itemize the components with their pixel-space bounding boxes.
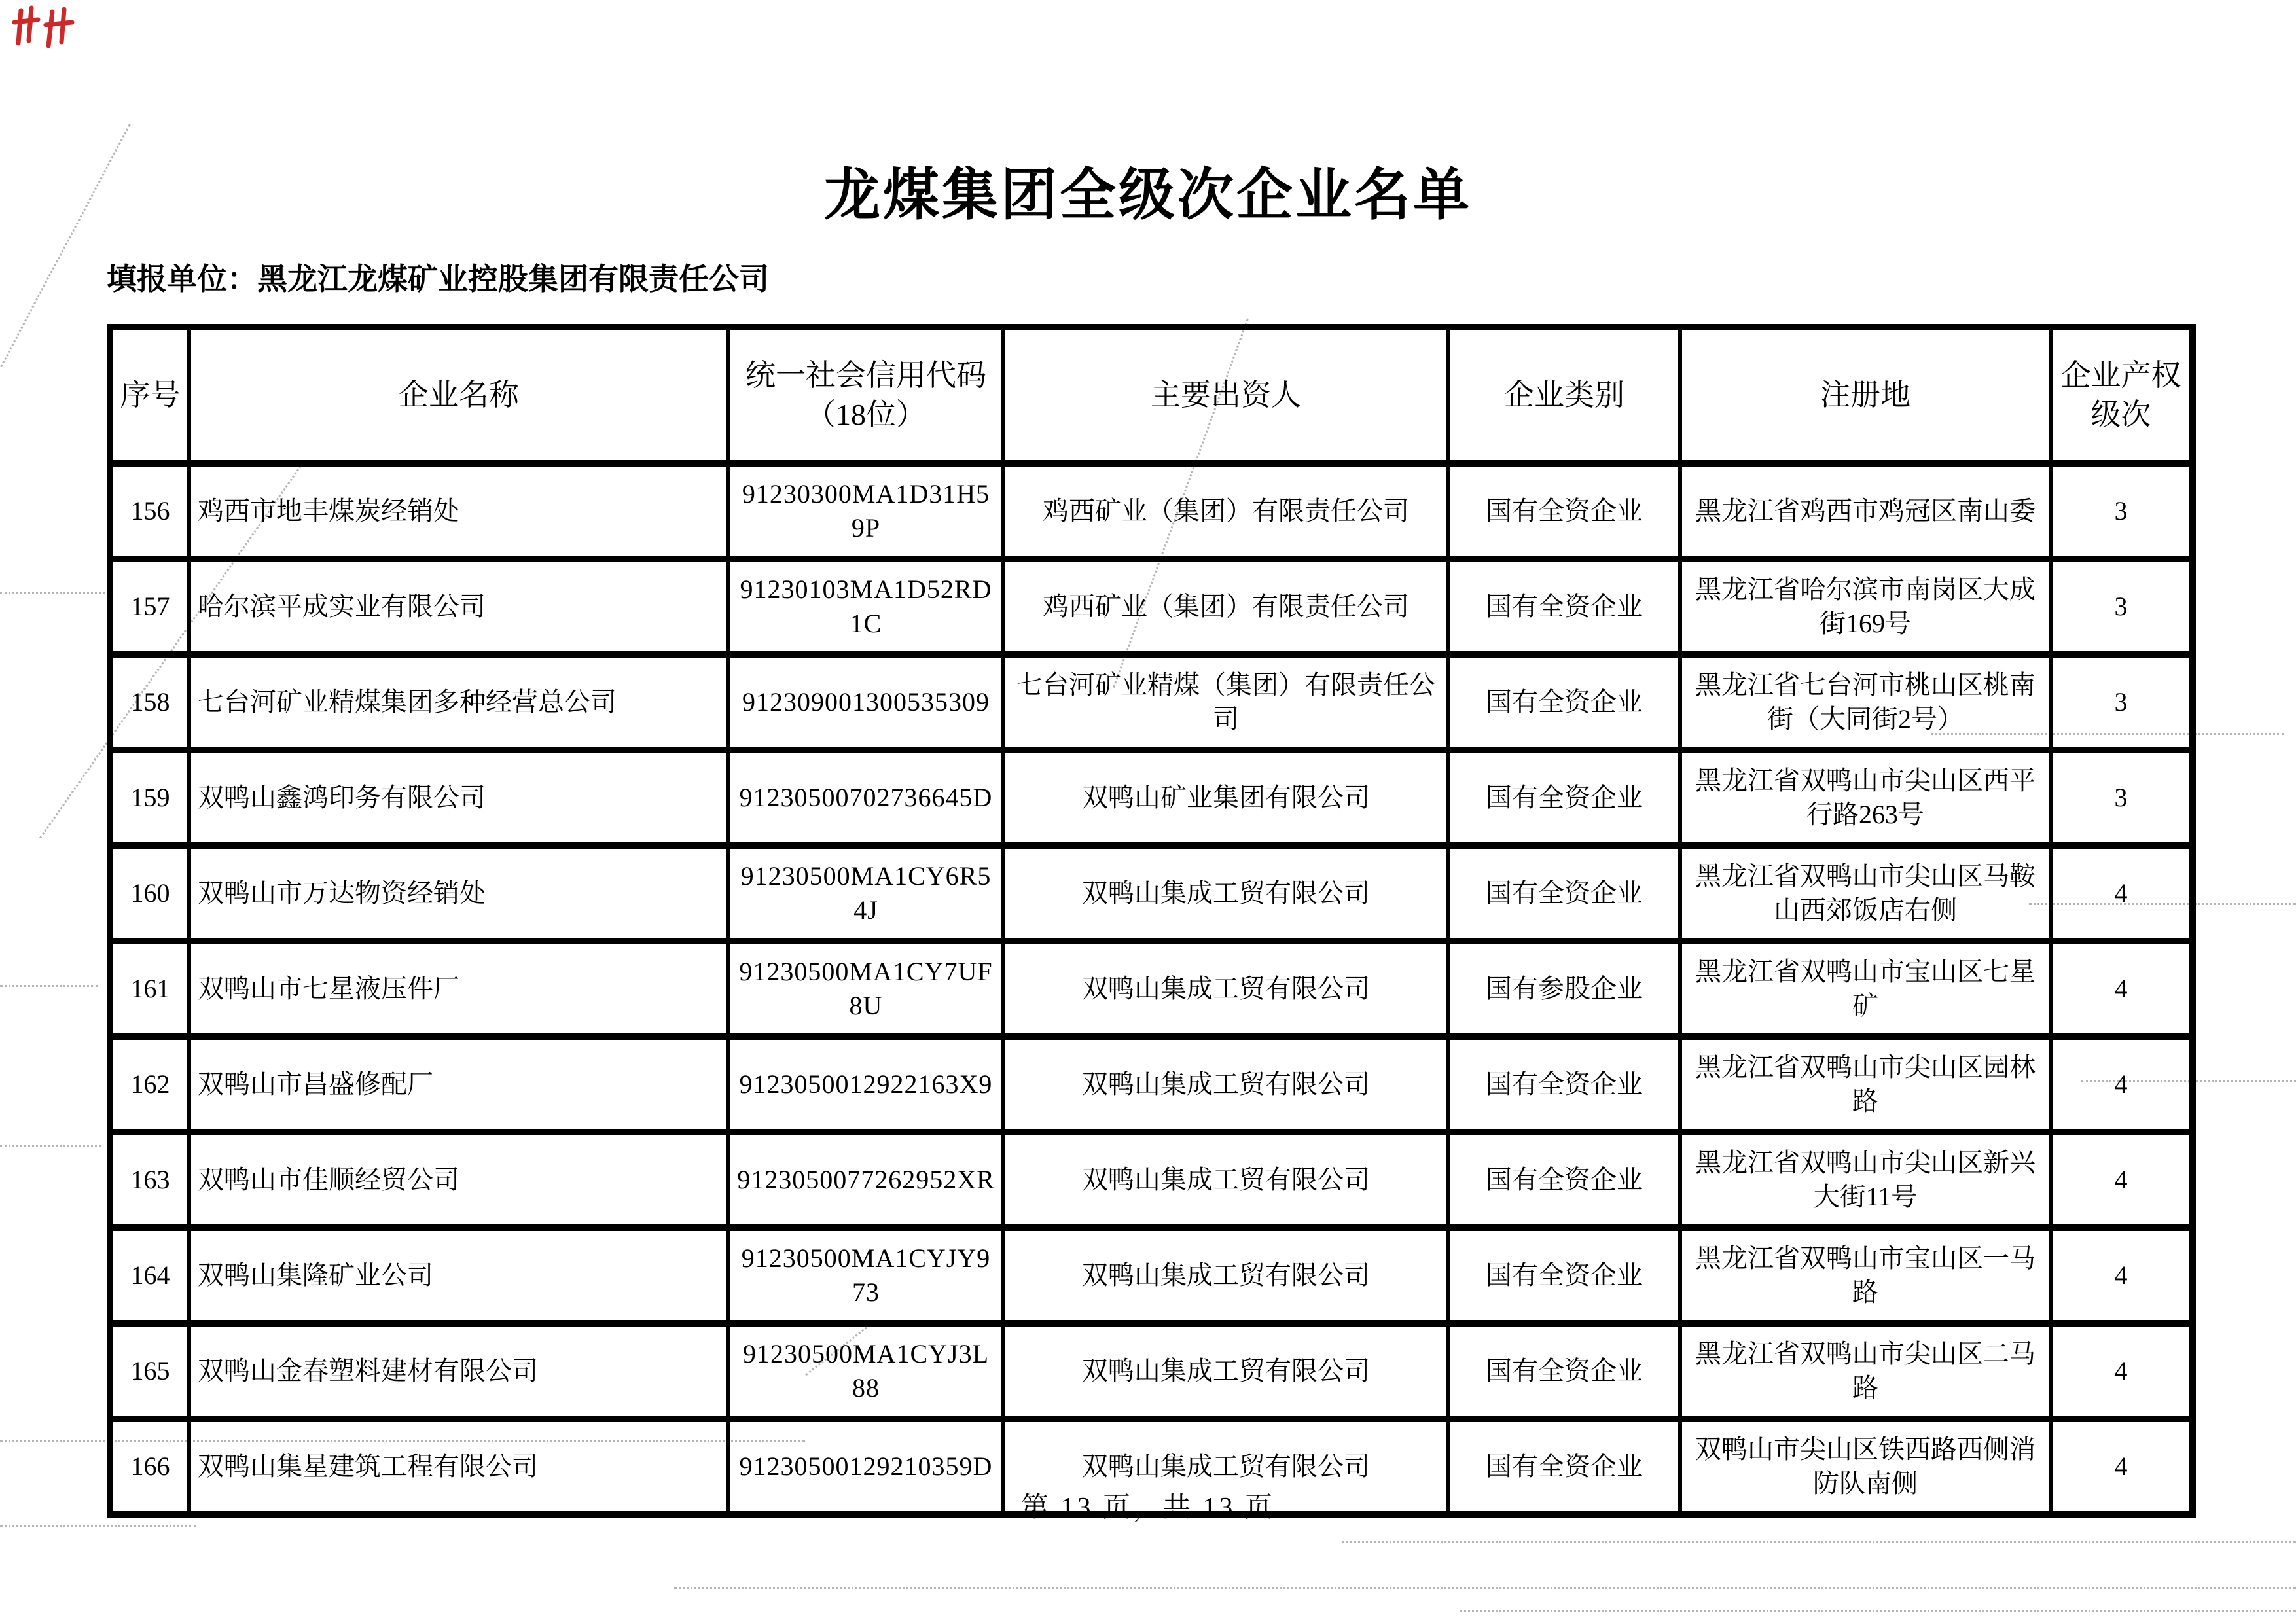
cell-main-funder: 双鸭山集成工贸有限公司	[1003, 941, 1448, 1037]
cell-company-name: 双鸭山市万达物资经销处	[189, 846, 728, 941]
cell-main-funder: 双鸭山集成工贸有限公司	[1003, 1228, 1448, 1323]
cell-enterprise-type: 国有全资企业	[1448, 654, 1680, 750]
cell-serial: 165	[110, 1323, 189, 1419]
cell-main-funder: 双鸭山集成工贸有限公司	[1003, 1419, 1448, 1514]
cell-company-name: 双鸭山集隆矿业公司	[189, 1228, 728, 1323]
cell-serial: 157	[110, 559, 189, 654]
cell-registered-address: 黑龙江省双鸭山市尖山区二马路	[1680, 1323, 2051, 1419]
reporting-unit-label: 填报单位：黑龙江龙煤矿业控股集团有限责任公司	[107, 262, 769, 296]
cell-main-funder: 双鸭山矿业集团有限公司	[1003, 750, 1448, 846]
cell-credit-code: 91230300MA1D31H59P	[728, 463, 1003, 559]
cell-equity-level: 4	[2051, 1037, 2193, 1132]
cell-serial: 166	[110, 1419, 189, 1514]
scan-artifact-line	[0, 592, 105, 594]
cell-registered-address: 黑龙江省双鸭山市尖山区马鞍山西郊饭店右侧	[1680, 846, 2051, 941]
cell-registered-address: 黑龙江省七台河市桃山区桃南街（大同街2号）	[1680, 654, 2051, 750]
cell-main-funder: 双鸭山集成工贸有限公司	[1003, 1037, 1448, 1132]
cell-credit-code: 9123050012922163X9	[728, 1037, 1003, 1132]
table-row	[110, 941, 2193, 1037]
header-serial: 序号	[110, 327, 189, 463]
scan-artifact-line	[674, 1587, 2296, 1589]
cell-enterprise-type: 国有全资企业	[1448, 559, 1680, 654]
cell-registered-address: 黑龙江省双鸭山市尖山区新兴大街11号	[1680, 1132, 2051, 1228]
cell-enterprise-type: 国有全资企业	[1448, 1323, 1680, 1419]
cell-company-name: 七台河矿业精煤集团多种经营总公司	[189, 654, 728, 750]
cell-credit-code: 912309001300535309	[728, 654, 1003, 750]
cell-enterprise-type: 国有全资企业	[1448, 750, 1680, 846]
table-row	[110, 846, 2193, 941]
cell-credit-code: 91230500129210359D	[728, 1419, 1003, 1514]
cell-equity-level: 3	[2051, 654, 2193, 750]
table-row	[110, 1228, 2193, 1323]
cell-registered-address: 黑龙江省双鸭山市宝山区七星矿	[1680, 941, 2051, 1037]
cell-enterprise-type: 国有全资企业	[1448, 846, 1680, 941]
cell-serial: 159	[110, 750, 189, 846]
cell-credit-code: 9123050077262952XR	[728, 1132, 1003, 1228]
cell-serial: 160	[110, 846, 189, 941]
header-equity-level: 企业产权级次	[2051, 327, 2193, 463]
cell-registered-address: 黑龙江省哈尔滨市南岗区大成街169号	[1680, 559, 2051, 654]
cell-company-name: 双鸭山金春塑料建材有限公司	[189, 1323, 728, 1419]
cell-credit-code: 91230500MA1CY6R54J	[728, 846, 1003, 941]
header-main-funder: 主要出资人	[1003, 327, 1448, 463]
cell-serial: 161	[110, 941, 189, 1037]
scan-artifact-line	[1460, 1610, 2296, 1612]
table-row	[110, 559, 2193, 654]
cell-registered-address: 双鸭山市尖山区铁西路西侧消防队南侧	[1680, 1419, 2051, 1514]
cell-credit-code: 91230500MA1CYJY973	[728, 1228, 1003, 1323]
cell-company-name: 双鸭山市佳顺经贸公司	[189, 1132, 728, 1228]
cell-registered-address: 黑龙江省双鸭山市尖山区园林路	[1680, 1037, 2051, 1132]
cell-credit-code: 91230103MA1D52RD1C	[728, 559, 1003, 654]
cell-credit-code: 91230500702736645D	[728, 750, 1003, 846]
cell-enterprise-type: 国有全资企业	[1448, 1132, 1680, 1228]
table-row	[110, 654, 2193, 750]
scan-artifact-line	[1342, 1541, 2296, 1543]
cell-registered-address: 黑龙江省鸡西市鸡冠区南山委	[1680, 463, 2051, 559]
cell-registered-address: 黑龙江省双鸭山市尖山区西平行路263号	[1680, 750, 2051, 846]
table-header-row	[110, 327, 2193, 463]
cell-company-name: 双鸭山市七星液压件厂	[189, 941, 728, 1037]
cell-main-funder: 双鸭山集成工贸有限公司	[1003, 846, 1448, 941]
table-row	[110, 1037, 2193, 1132]
cell-enterprise-type: 国有全资企业	[1448, 1419, 1680, 1514]
cell-company-name: 哈尔滨平成实业有限公司	[189, 559, 728, 654]
scan-artifact-line	[0, 1525, 196, 1527]
cell-serial: 158	[110, 654, 189, 750]
cell-registered-address: 黑龙江省双鸭山市宝山区一马路	[1680, 1228, 2051, 1323]
cell-serial: 163	[110, 1132, 189, 1228]
cell-equity-level: 3	[2051, 559, 2193, 654]
cell-equity-level: 4	[2051, 846, 2193, 941]
enterprise-table	[107, 324, 2196, 1518]
cell-enterprise-type: 国有全资企业	[1448, 463, 1680, 559]
cell-equity-level: 4	[2051, 1228, 2193, 1323]
cell-equity-level: 4	[2051, 941, 2193, 1037]
table-row	[110, 463, 2193, 559]
table-row	[110, 1132, 2193, 1228]
cell-company-name: 双鸭山鑫鸿印务有限公司	[189, 750, 728, 846]
page-number-footer: 第 13 页，共 13 页	[1020, 1493, 1275, 1523]
cell-serial: 164	[110, 1228, 189, 1323]
cell-company-name: 双鸭山集星建筑工程有限公司	[189, 1419, 728, 1514]
cell-equity-level: 4	[2051, 1323, 2193, 1419]
cell-serial: 156	[110, 463, 189, 559]
header-enterprise-type: 企业类别	[1448, 327, 1680, 463]
header-registered-address: 注册地	[1680, 327, 2051, 463]
table-row	[110, 1323, 2193, 1419]
cell-serial: 162	[110, 1037, 189, 1132]
scan-artifact-line	[0, 1145, 101, 1147]
cell-company-name: 鸡西市地丰煤炭经销处	[189, 463, 728, 559]
red-pen-marks-icon	[12, 3, 84, 55]
cell-equity-level: 4	[2051, 1419, 2193, 1514]
scan-artifact-line	[0, 985, 98, 987]
cell-credit-code: 91230500MA1CY7UF8U	[728, 941, 1003, 1037]
cell-main-funder: 鸡西矿业（集团）有限责任公司	[1003, 559, 1448, 654]
table-row	[110, 750, 2193, 846]
cell-company-name: 双鸭山市昌盛修配厂	[189, 1037, 728, 1132]
cell-equity-level: 3	[2051, 750, 2193, 846]
page-title: 龙煤集团全级次企业名单	[824, 164, 1472, 226]
cell-credit-code: 91230500MA1CYJ3L88	[728, 1323, 1003, 1419]
cell-equity-level: 3	[2051, 463, 2193, 559]
cell-main-funder: 鸡西矿业（集团）有限责任公司	[1003, 463, 1448, 559]
cell-enterprise-type: 国有全资企业	[1448, 1228, 1680, 1323]
header-credit-code: 统一社会信用代码（18位）	[728, 327, 1003, 463]
cell-main-funder: 双鸭山集成工贸有限公司	[1003, 1323, 1448, 1419]
cell-main-funder: 双鸭山集成工贸有限公司	[1003, 1132, 1448, 1228]
cell-equity-level: 4	[2051, 1132, 2193, 1228]
cell-main-funder: 七台河矿业精煤（集团）有限责任公司	[1003, 654, 1448, 750]
cell-enterprise-type: 国有参股企业	[1448, 941, 1680, 1037]
header-company-name: 企业名称	[189, 327, 728, 463]
cell-enterprise-type: 国有全资企业	[1448, 1037, 1680, 1132]
